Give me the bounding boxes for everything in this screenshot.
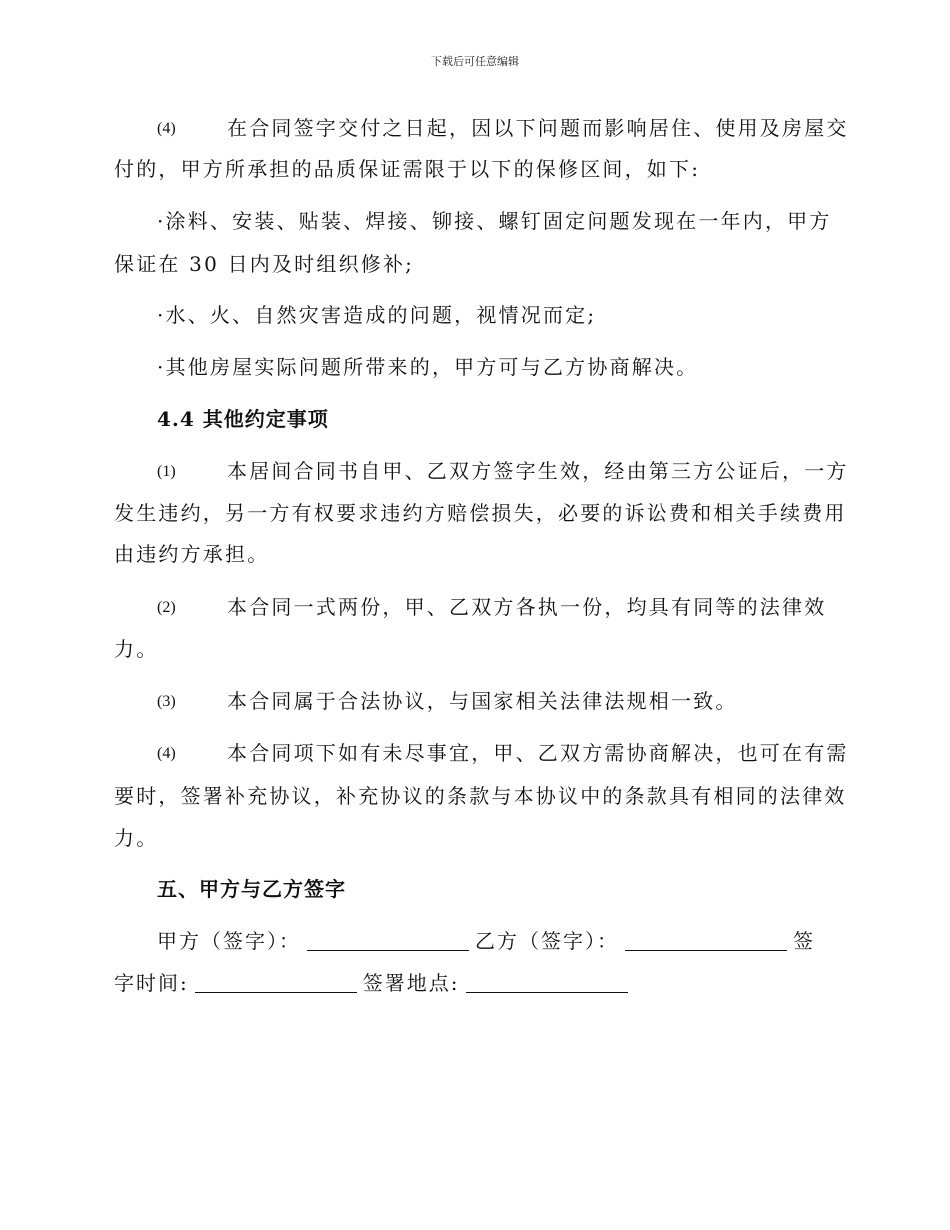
signature-line-2 [114,971,634,995]
paragraph-line: 付的，甲方所承担的品质保证需限于以下的保修区间，如下: [114,157,701,181]
item-number: (4) [157,745,176,762]
paragraph-line: 在合同签字交付之日起，因以下问题而影响居住、使用及房屋交 [227,116,849,140]
paragraph-line: 本合同属于合法协议，与国家相关法律法规相一致。 [227,689,738,713]
item-number: (4) [157,120,176,137]
paragraph-line: 发生违约，另一方有权要求违约方赔偿损失，必要的诉讼费和相关手续费用 [114,501,847,525]
paragraph-line: 本合同项下如有未尽事宜，甲、乙双方需协商解决，也可在有需 [227,741,849,765]
sign-place-blank[interactable] [466,991,628,993]
sign-time-label-end: 字时间: [114,971,189,995]
party-a-label: 甲方（签字）： [157,929,301,953]
paragraph-line: 力。 [114,826,159,850]
bullet-line: ·水、火、自然灾害造成的问题，视情况而定; [157,303,597,327]
party-b-label: 乙方（签字）： [475,929,619,953]
party-b-signature-blank[interactable] [625,949,787,951]
item-number: (3) [157,693,176,710]
bullet-line: ·涂料、安装、贴装、焊接、铆接、螺钉固定问题发现在一年内，甲方 [157,209,832,233]
paragraph-line: 本合同一式两份，甲、乙双方各执一份，均具有同等的法律效 [227,595,827,619]
item-number: (2) [157,599,176,616]
sign-time-blank[interactable] [195,991,357,993]
page-header: 下载后可任意编辑 [431,55,519,68]
item-number: (1) [157,463,176,480]
paragraph-line: 本居间合同书自甲、乙双方签字生效，经由第三方公证后，一方 [227,459,849,483]
signature-line-1 [157,929,815,953]
party-a-signature-blank[interactable] [307,949,469,951]
paragraph-line: 力。 [114,637,159,661]
paragraph-line: 由违约方承担。 [114,542,270,566]
section-heading: 4.4 其他约定事项 [157,407,329,431]
bullet-line: 保证在 30 日内及时组织修补; [114,252,415,276]
section-heading: 五、甲方与乙方签字 [157,877,346,901]
bullet-line: ·其他房屋实际问题所带来的，甲方可与乙方协商解决。 [157,355,699,379]
sign-time-label-start: 签 [793,929,815,953]
sign-place-label: 签署地点: [362,971,460,995]
paragraph-line: 要时，签署补充协议，补充协议的条款与本协议中的条款具有相同的法律效 [114,784,847,808]
